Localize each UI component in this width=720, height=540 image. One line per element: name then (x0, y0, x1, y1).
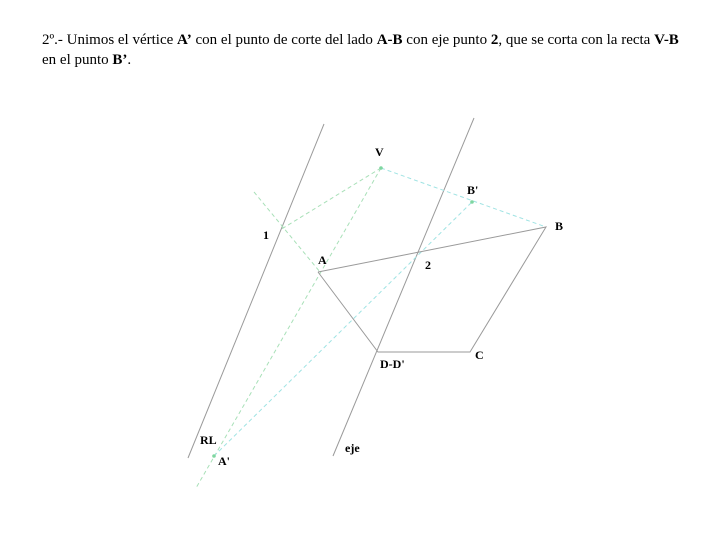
caption-part: con el punto de corte del lado (191, 32, 377, 48)
v-b-line (381, 168, 546, 227)
label-v: V (375, 145, 384, 159)
eje-line (333, 118, 474, 456)
label-c: C (475, 348, 484, 362)
point-b-prime (470, 200, 474, 204)
label-b-prime: B' (467, 183, 479, 197)
rl-line (188, 124, 324, 458)
label-a-prime: A' (218, 454, 230, 468)
label-a: A (318, 253, 327, 267)
caption-bold-2: 2 (490, 32, 499, 48)
caption-bold-b-prime: B’ (112, 52, 128, 68)
label-2: 2 (425, 258, 431, 272)
v-a-prime-ray (196, 168, 381, 488)
label-1: 1 (263, 228, 269, 242)
a-prime-b-prime-line (214, 202, 472, 456)
label-eje: eje (345, 441, 360, 455)
caption-part: 2º.- Unimos el vértice (42, 32, 178, 48)
point-v (379, 166, 383, 170)
caption-bold-vb: V-B (654, 32, 679, 48)
point-a-prime (212, 454, 216, 458)
caption-part: . (127, 52, 132, 68)
label-rl: RL (200, 433, 217, 447)
caption-bold-ab: A-B (376, 32, 403, 48)
v-to-1-line (280, 168, 381, 230)
caption-bold-a-prime: A’ (177, 32, 192, 48)
label-b: B (555, 219, 564, 233)
caption-part: , que se corta con la recta (498, 32, 655, 48)
label-d: D-D' (380, 357, 405, 371)
caption-part: en el punto (42, 52, 113, 68)
polygon-abcd (318, 227, 546, 352)
caption-part: con eje punto (402, 32, 491, 48)
